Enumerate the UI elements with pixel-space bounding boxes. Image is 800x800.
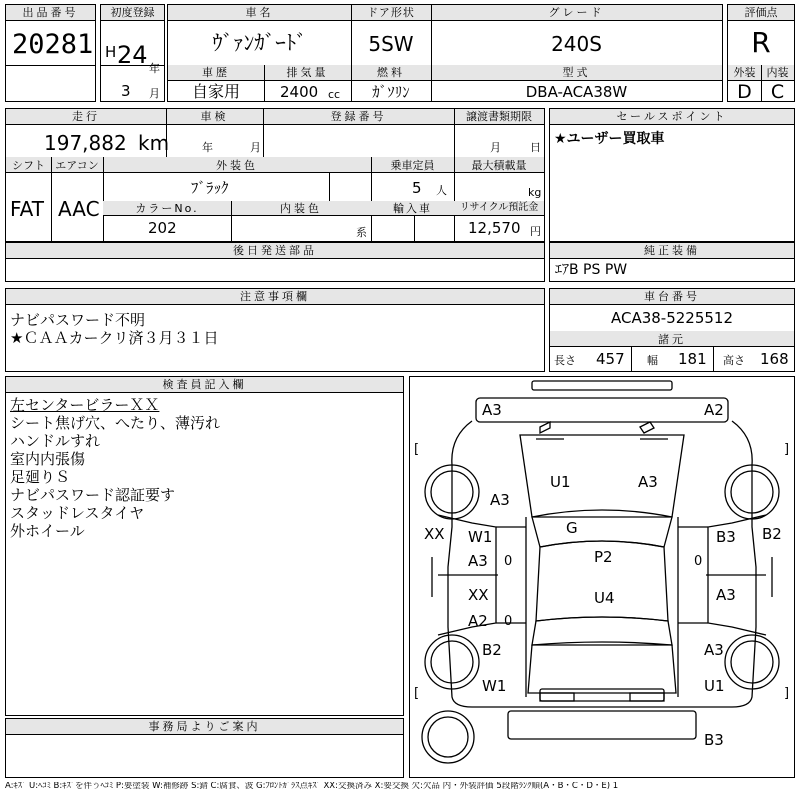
- inspection-month-unit: 月: [250, 141, 261, 154]
- car-diagram: [410, 377, 794, 777]
- recycle-value: 12,570: [468, 219, 521, 237]
- mark-a3-hood: A3: [638, 473, 658, 491]
- notes-line-1: ナビパスワード不明: [10, 311, 146, 329]
- details-box: [5, 108, 545, 242]
- mark-g-windshield: G: [566, 519, 578, 537]
- capacity-value: 5: [412, 179, 422, 197]
- mileage-unit: km: [138, 131, 170, 155]
- lot-number-box: [5, 4, 96, 102]
- inspector-line-2: シート焦げ穴、へたり、薄汚れ: [10, 414, 221, 432]
- mark-w1-left-bottom: W1: [482, 677, 507, 695]
- ext-color-value: ﾌﾞﾗｯｸ: [191, 179, 229, 197]
- displacement-unit: cc: [328, 88, 341, 101]
- model-value: DBA-ACA38W: [525, 83, 628, 101]
- door-label: ドア形状: [351, 5, 431, 21]
- car-diagram-box: [409, 376, 795, 778]
- history-label: 車歴: [202, 66, 230, 79]
- first-reg-era: H: [105, 43, 117, 61]
- first-registration-box: [100, 4, 165, 102]
- mark-xx-left: XX: [424, 525, 445, 543]
- grade-value: 240S: [551, 32, 602, 56]
- first-reg-month-unit: 月: [149, 87, 160, 100]
- max-load-unit: kg: [528, 186, 542, 199]
- plate-label: 登録番号: [330, 110, 387, 123]
- capacity-unit: 人: [436, 184, 447, 197]
- mark-a3-right-rear-door: A3: [716, 586, 736, 604]
- max-load-label: 最大積載量: [471, 159, 527, 172]
- inspector-line-7: スタッドレスタイヤ: [10, 504, 145, 522]
- width-value: 181: [678, 350, 707, 368]
- mark-u1-right-bottom: U1: [704, 677, 725, 695]
- inspector-line-4: 室内内張傷: [10, 450, 86, 468]
- history-value: 自家用: [191, 82, 240, 101]
- mark-b2-left-rear: B2: [482, 641, 502, 659]
- color-no-label: カラーNo.: [135, 202, 199, 215]
- grade-label: グレード: [431, 5, 722, 21]
- equipment-box: [549, 242, 795, 282]
- mark-b2-right: B2: [762, 525, 782, 543]
- door-value: 5SW: [368, 32, 414, 56]
- legend-text: A:ｷｽﾞ U:ﾍｺﾐ B:ｷｽﾞを伴うﾍｺﾐ P:要塗装 W:補修跡 S:錆 C:腐食、波 G:ﾌﾛﾝﾄｶﾞﾗｽ点ｷｽﾞ XX:交換済み X:要交換 欠:欠品 内・外装評価 5段階ﾗﾝｸ順(A・B・C・D・E) 1: [5, 782, 619, 791]
- color-no-value: 202: [148, 219, 177, 237]
- score-label: 評価点: [728, 5, 794, 21]
- inspection-year-unit: 年: [202, 141, 213, 154]
- inspection-label: 車検: [200, 110, 229, 123]
- car-name-value: ｳﾞｧﾝｶﾞｰﾄﾞ: [212, 31, 307, 55]
- first-reg-year: 24: [117, 41, 148, 69]
- mark-xx-left-rear-door: XX: [468, 586, 489, 604]
- score-value: R: [751, 26, 771, 59]
- recycle-unit: 円: [530, 225, 541, 238]
- lot-number-value: 20281: [12, 29, 94, 60]
- shift-value: FAT: [10, 197, 45, 221]
- first-reg-month: 3: [121, 82, 131, 100]
- model-label: 型式: [562, 66, 591, 79]
- mark-p2-roof: P2: [594, 548, 613, 566]
- bracket-right-1: ]: [784, 442, 790, 457]
- bracket-left-2: [: [414, 686, 420, 701]
- mark-a3-top-left: A3: [482, 401, 502, 419]
- car-info-box: [167, 4, 723, 102]
- first-reg-year-unit: 年: [149, 62, 160, 75]
- inspector-box: [5, 376, 404, 716]
- mileage-value: 197,882: [44, 131, 127, 155]
- height-label: 高さ: [723, 354, 745, 367]
- equipment-value: ｴｱB PS PW: [555, 262, 628, 278]
- zero-mark-2: 0: [504, 614, 513, 629]
- length-label: 長さ: [554, 354, 576, 367]
- ext-color-label: 外装色: [216, 159, 258, 172]
- chassis-value: ACA38-5225512: [610, 309, 734, 327]
- inspector-line-5: 足廻りＳ: [10, 468, 71, 486]
- height-value: 168: [760, 350, 789, 368]
- recycle-label: リサイクル預託金: [459, 202, 539, 213]
- displacement-label: 排気量: [286, 66, 329, 79]
- bracket-right-2: ]: [784, 686, 790, 701]
- interior-score-value: C: [770, 81, 785, 103]
- chassis-box: [549, 288, 795, 372]
- width-label: 幅: [647, 354, 658, 367]
- mark-a2-top-right: A2: [704, 401, 724, 419]
- bracket-left-1: [: [414, 442, 420, 457]
- int-color-unit: 系: [356, 226, 367, 239]
- exterior-score-label: 外装: [733, 66, 756, 79]
- inspector-line-6: ナビパスワード認証要す: [10, 486, 176, 504]
- length-value: 457: [596, 350, 625, 368]
- mark-w1-left: W1: [468, 528, 493, 546]
- aircon-value: AAC: [58, 197, 100, 221]
- transfer-label: 譲渡書類期限: [466, 110, 532, 123]
- fuel-value: ｶﾞｿﾘﾝ: [372, 83, 410, 101]
- mark-a3-right-rear: A3: [704, 641, 724, 659]
- mark-u4-roof: U4: [594, 589, 615, 607]
- notes-line-2: ★ＣＡＡカークリ済３月３１日: [10, 329, 219, 347]
- specs-label: 諸元: [658, 333, 686, 346]
- selling-points-box: [549, 108, 795, 242]
- later-parts-label: 後日発送部品: [6, 243, 544, 259]
- interior-score-label: 内装: [766, 66, 789, 79]
- selling-points-text: ★ユーザー買取車: [554, 131, 665, 147]
- zero-mark-1: 0: [504, 554, 513, 569]
- aircon-label: エアコン: [55, 159, 99, 172]
- displacement-value: 2400: [280, 83, 319, 101]
- transfer-month-unit: 月: [490, 141, 501, 154]
- later-parts-box: [5, 242, 545, 282]
- inspector-line-3: ハンドルすれ: [10, 432, 101, 450]
- notes-label: 注意事項欄: [6, 289, 544, 305]
- transfer-day-unit: 日: [530, 141, 541, 154]
- import-label: 輸入車: [393, 202, 432, 215]
- int-color-label: 内装色: [280, 202, 322, 215]
- shift-label: シフト: [12, 159, 45, 172]
- selling-points-label: セールスポイント: [550, 109, 794, 125]
- chassis-label: 車台番号: [550, 289, 794, 305]
- mark-a3-left-front: A3: [490, 491, 510, 509]
- lot-number-label: 出品番号: [6, 5, 95, 21]
- inspector-line-8: 外ホイール: [10, 522, 85, 540]
- office-box: [5, 718, 404, 778]
- mark-b3-right-door: B3: [716, 528, 736, 546]
- mark-a2-left-rear-door: A2: [468, 612, 488, 630]
- mileage-label: 走行: [72, 110, 100, 123]
- zero-mark-3: 0: [694, 554, 703, 569]
- fuel-label: 燃料: [377, 66, 405, 79]
- office-label: 事務局よりご案内: [6, 719, 403, 735]
- exterior-score-value: D: [737, 81, 752, 103]
- mark-b3-bottom: B3: [704, 731, 724, 749]
- score-box: [727, 4, 795, 102]
- notes-box: [5, 288, 545, 372]
- equipment-label: 純正装備: [550, 243, 794, 259]
- car-name-label: 車名: [168, 5, 351, 21]
- inspector-label: 検査員記入欄: [6, 377, 403, 393]
- mark-a3-left-door: A3: [468, 552, 488, 570]
- inspector-line-1: 左センタービラーＸＸ: [10, 396, 160, 414]
- mark-u1-hood: U1: [550, 473, 571, 491]
- first-registration-label: 初度登録: [101, 5, 164, 21]
- capacity-label: 乗車定員: [390, 159, 435, 172]
